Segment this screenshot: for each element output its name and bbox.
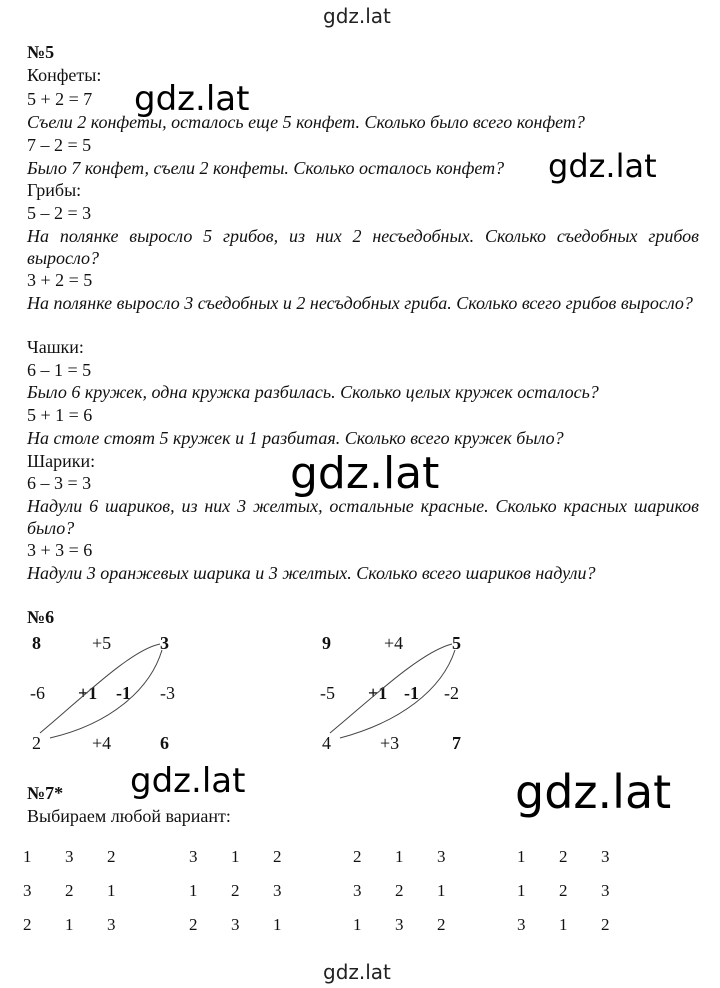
grid-cell: 3 [231,915,240,934]
grid-cell: 2 [23,915,32,934]
task5-line-0: Конфеты: [27,65,102,85]
task6-right-middle-left: -5 [320,683,335,703]
task6-left-top-middle: +5 [92,633,112,653]
task5-line-6: 5 – 2 = 3 [27,203,92,223]
task7-grid-3 [352,840,478,942]
grid-cell: 2 [107,847,116,866]
task6-right-bottom-right: 7 [452,733,461,753]
task5-title: №5 [27,42,55,62]
task5-line-2: Съели 2 конфеты, осталось еще 5 конфет. Сколько было всего конфет? [27,112,585,132]
task5-line-4: Было 7 конфет, съели 2 конфеты. Сколько осталось конфет? [27,158,505,178]
grid-cell: 3 [189,847,198,866]
task5-line-13: 5 + 1 = 6 [27,405,93,425]
grid-cell: 1 [353,915,362,934]
grid-cell: 1 [65,915,74,934]
task5-line-18: 3 + 3 = 6 [27,540,93,560]
grid-cell: 3 [517,915,526,934]
task6-left-middle-left: -6 [30,683,45,703]
task5-line-11: 6 – 1 = 5 [27,360,92,380]
task6-title: №6 [27,607,55,627]
grid-cell: 3 [107,915,116,934]
grid-cell: 2 [273,847,282,866]
task5-line-7: На полянке выросло 5 грибов, из них 2 несъедобных. Сколько съедобных грибов выросло? [27,226,699,268]
task6-left-bottom-left: 2 [32,733,41,753]
task5-line-12: Было 6 кружек, одна кружка разбилась. Сколько целых кружек осталось? [27,382,599,402]
task6-left-bottom-right: 6 [160,733,169,753]
grid-cell: 3 [353,881,362,900]
grid-cell: 3 [23,881,32,900]
task5-line-9: На полянке выросло 3 съедобных и 2 несъдобных гриба. Сколько всего грибов выросло? [27,293,693,313]
grid-cell: 1 [395,847,404,866]
grid-cell: 3 [273,881,282,900]
grid-cell: 3 [395,915,404,934]
watermark: gdz.lat [130,761,246,801]
task7-title: №7* [27,783,64,803]
grid-cell: 1 [517,881,526,900]
grid-cell: 1 [231,847,240,866]
task6-right-curve-outer [330,644,452,733]
grid-cell: 1 [273,915,282,934]
grid-cell: 2 [559,847,568,866]
grid-cell: 1 [107,881,116,900]
grid-cell: 3 [437,847,446,866]
task6-right-top-right: 5 [452,633,461,653]
task7-grid-2 [188,840,314,942]
task6-left-top-left: 8 [32,633,41,653]
task6-left-middle-center-2: -1 [116,683,131,703]
grid-cell: 1 [23,847,32,866]
task6-left-middle-center-1: +1 [78,683,98,703]
grid-cell: 2 [395,881,404,900]
task5-line-19: Надули 3 оранжевых шарика и 3 желтых. Сколько всего шариков надули? [27,563,596,583]
task6-right-middle-center-1: +1 [368,683,388,703]
task5-line-17: Надули 6 шариков, из них 3 желтых, остальные красные. Сколько красных шариков было? [27,496,699,538]
watermark: gdz.lat [290,448,440,499]
grid-cell: 1 [437,881,446,900]
grid-cell: 1 [517,847,526,866]
watermark: gdz.lat [134,79,250,119]
task6-left-bottom-middle: +4 [92,733,112,753]
task6-right-middle-right: -2 [444,683,459,703]
grid-cell: 2 [353,847,362,866]
task5-line-3: 7 – 2 = 5 [27,135,92,155]
task6-right-bottom-left: 4 [322,733,331,753]
grid-cell: 1 [189,881,198,900]
site-footer: gdz.lat [323,960,391,984]
task5-line-8: 3 + 2 = 5 [27,270,93,290]
task5-line-5: Грибы: [27,180,82,200]
watermark: gdz.lat [548,147,657,185]
task5-line-15: Шарики: [27,451,96,471]
task5-line-16: 6 – 3 = 3 [27,473,92,493]
task6-left-top-right: 3 [160,633,169,653]
grid-cell: 3 [601,881,610,900]
grid-cell: 3 [601,847,610,866]
task5-line-1: 5 + 2 = 7 [27,89,93,109]
task6-right-middle-center-2: -1 [404,683,419,703]
grid-cell: 1 [559,915,568,934]
grid-cell: 2 [231,881,240,900]
task7-grid-4 [516,840,642,942]
grid-cell: 2 [601,915,610,934]
task6-right-top-left: 9 [322,633,331,653]
grid-cell: 2 [189,915,198,934]
grid-cell: 2 [65,881,74,900]
task6-right-curve-inner [340,650,455,738]
task7-subtitle: Выбираем любой вариант: [27,806,231,826]
task5-line-10: Чашки: [27,337,84,357]
site-header: gdz.lat [323,4,391,28]
watermark: gdz.lat [515,765,672,819]
grid-cell: 2 [559,881,568,900]
task6-left-middle-right: -3 [160,683,175,703]
task6-left-curve-inner [50,650,162,738]
task5-line-14: На столе стоят 5 кружек и 1 разбитая. Сколько всего кружек было? [27,428,564,448]
grid-cell: 3 [65,847,74,866]
task6-right-bottom-middle: +3 [380,733,400,753]
task7-grid-1 [22,840,148,942]
grid-cell: 2 [437,915,446,934]
task6-right-top-middle: +4 [384,633,404,653]
